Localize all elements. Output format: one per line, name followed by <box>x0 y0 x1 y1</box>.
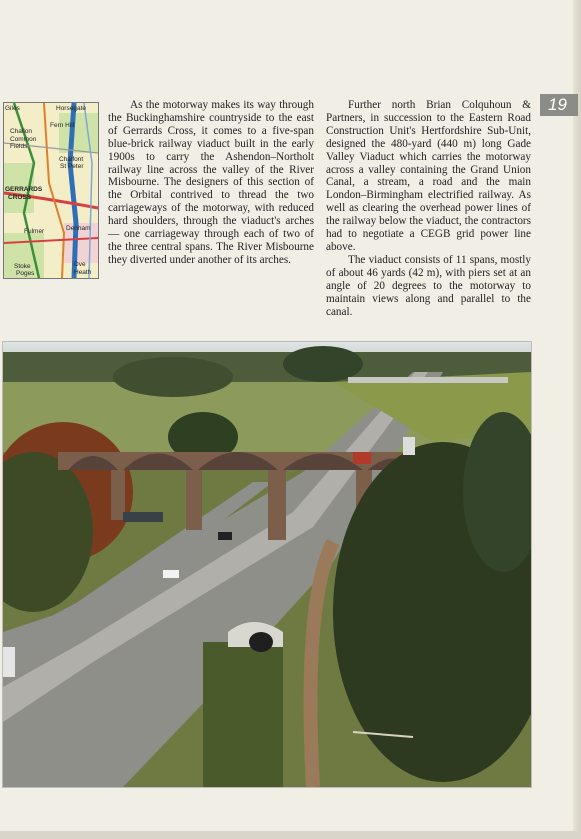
map-label: Stoke <box>14 263 31 270</box>
map-label: St Peter <box>60 163 84 170</box>
page-number: 19 <box>540 94 578 116</box>
viaduct-aerial-photo <box>2 341 532 788</box>
map-label: Poges <box>16 270 35 277</box>
article-column-right <box>326 99 531 318</box>
paragraph: The viaduct consists of 11 spans, mostly of about 46 yards (42 m), with piers set at an angle of 20 degrees to the motorway to maintain views along and parallel to the canal. <box>326 253 531 318</box>
paragraph: As the motorway makes its way through the Buckinghamshire countryside to the east of Gerrards Cross, it comes to a five-span blue-brick railway viaduct built in the early 1900s to carry the Ashendon–Northolt railway line across the valley of the River Misbourne. The designers of this section of the Orbital contrived to thread the two carriageways of the motorway, with reduced hard shoulders, through the viaduct's arches — one carriageway through each of two of the three central spans. The River Misbourne they diverted under another of its arches. <box>108 99 314 266</box>
map-label: Dve <box>74 261 86 268</box>
map-label: Giles <box>5 105 20 112</box>
map-label: GERRARDS <box>5 186 43 193</box>
map-label: Denham <box>66 225 91 232</box>
paragraph: Further north Brian Colquhoun & Partners, in succession to the Eastern Road Construction Unit's Hertfordshire Sub-Unit, designed the 480-yard (440 m) long Gade Valley Viaduct which carries the motorway across a valley containing the Grand Union Canal, a stream, a road and the main London–Birmingham electrified railway. As well as clearing the overhead power lines of the railway below the viaduct, the contractors had to negotiate a CEGB grid power line above. <box>326 99 531 253</box>
map-label: Challon <box>10 128 33 135</box>
map-label: Chalfont <box>59 156 84 163</box>
map-label: Horsegate <box>56 105 86 112</box>
location-map <box>3 102 99 279</box>
map-label: CROSS <box>8 194 32 201</box>
article-column-left <box>108 99 314 267</box>
page-bottom-edge <box>0 831 581 839</box>
map-label: Heath <box>74 269 92 276</box>
page-edge <box>573 0 581 839</box>
map-label: Common <box>10 136 37 143</box>
map-label: Fern Hill <box>50 122 75 129</box>
map-label: Fulmer <box>24 228 45 235</box>
map-label: Fields <box>10 143 28 150</box>
